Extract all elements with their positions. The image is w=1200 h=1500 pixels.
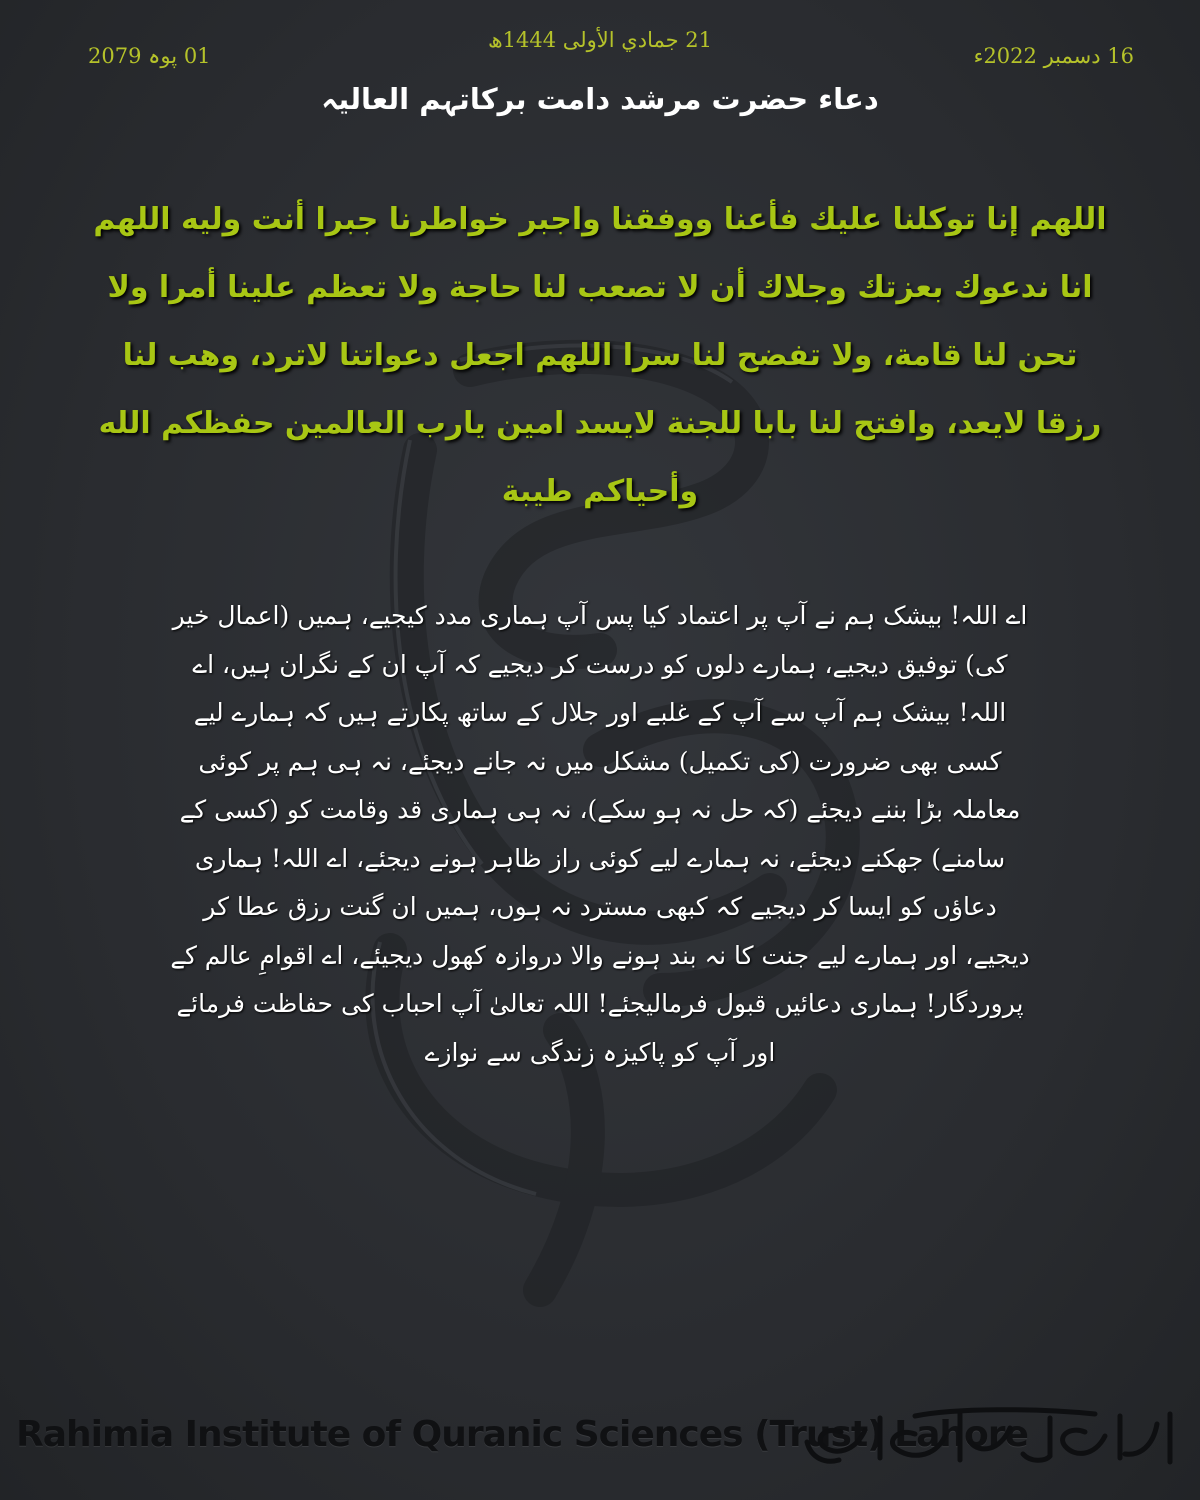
bikrami-date: 01 پوہ 2079	[88, 44, 211, 68]
institute-calligraphy-logo	[795, 1406, 1180, 1470]
hijri-date: 21 جمادي الأولى 1444ھ	[487, 28, 713, 52]
institute-name-english: Rahimia Institute of Quranic Sciences (Trust) Lahore	[16, 1414, 1028, 1455]
arabic-dua-text: اللهم إنا توكلنا عليك فأعنا ووفقنا واجبر خواطرنا جبرا أنت وليه اللهم انا ندعوك بعزتك وجلاك أن لا تصعب لنا حاجة ولا تعظم علينا أمرا ولا تحن لنا قامة، ولا تفضح لنا سرا اللهم اجعل دعواتنا لاترد، وهب لنا رزقا لايعد، وافتح لنا بابا للجنة لايسد امين يارب العالمين حفظكم الله وأحياكم طيبة	[93, 202, 1107, 509]
footer	[0, 1400, 1200, 1480]
gregorian-date: 16 دسمبر 2022ء	[973, 44, 1134, 68]
page-title: دعاء حضرت مرشد دامت برکاتہم العالیہ	[321, 82, 879, 116]
urdu-translation-text: اے اللہ! بیشک ہم نے آپ پر اعتماد کیا پس آپ ہماری مدد کیجیے، ہمیں (اعمال خیر کی) توفیق دیجیے، ہمارے دلوں کو درست کر دیجیے کہ آپ ان کے نگران ہیں، اے اللہ! بیشک ہم آپ سے آپ کے غلبے اور جلال کے ساتھ پکارتے ہیں کہ ہمارے لیے کسی بھی ضرورت (کی تکمیل) مشکل میں نہ جانے دیجئے، نہ ہی ہم پر کوئی معاملہ بڑا بننے دیجئے (کہ حل نہ ہو سکے)، نہ ہی ہماری قد وقامت کو (کسی کے سامنے) جھکنے دیجئے، نہ ہمارے لیے کوئی راز ظاہر ہونے دیجئے، اے اللہ! ہماری دعاؤں کو ایسا کر دیجیے کہ کبھی مسترد نہ ہوں، ہمیں ان گنت رزق عطا کر دیجیے، اور ہمارے لیے جنت کا نہ بند ہونے والا دروازہ کھول دیجیئے، اے اقوامِ عالم کے پروردگار! ہماری دعائیں قبول فرمالیجئے! اللہ تعالیٰ آپ احباب کی حفاظت فرمائے اور آپ کو پاکیزہ زندگی سے نوازے	[170, 601, 1030, 1067]
